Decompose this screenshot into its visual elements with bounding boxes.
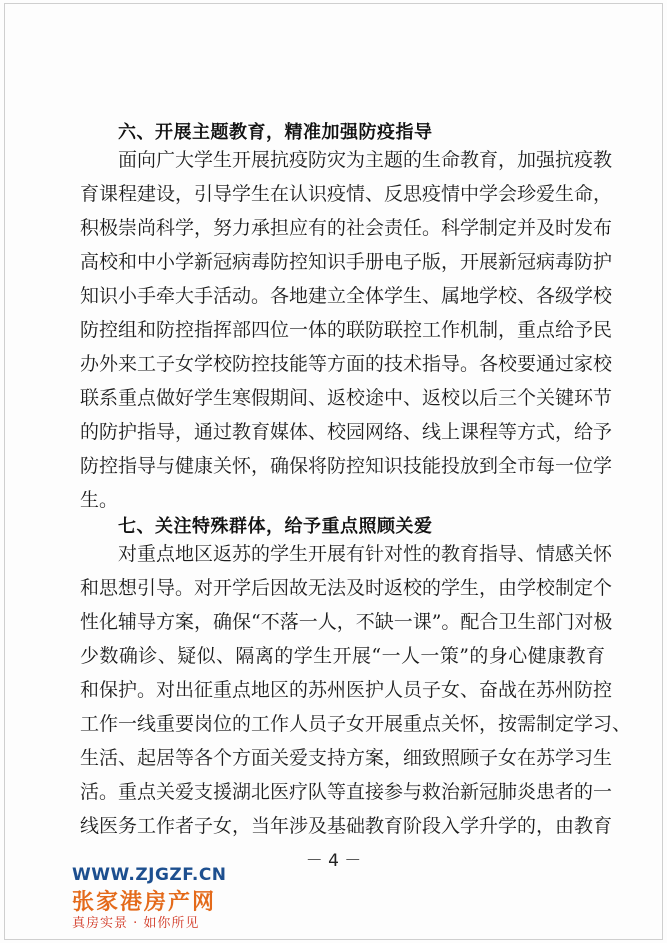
section-6-line: 高校和中小学新冠病毒防控知识手册电子版，开展新冠病毒防护: [80, 251, 613, 273]
section-6-line: 防控组和防控指挥部四位一体的联防联控工作机制，重点给予民: [80, 319, 613, 341]
section-6-line: 育课程建设，引导学生在认识疫情、反思疫情中学会珍爱生命，: [80, 183, 613, 205]
watermark-url: WWW.ZJGZF.CN: [72, 865, 227, 885]
watermark-logo: 张家港房产网: [72, 890, 217, 915]
section-6-line: 积极崇尚科学，努力承担应有的社会责任。科学制定并及时发布: [80, 217, 613, 239]
section-6-line: 生。: [80, 489, 119, 511]
section-6-line: 防控指导与健康关怀，确保将防控知识技能投放到全市每一位学: [80, 455, 613, 477]
section-6-line: 联系重点做好学生寒假期间、返校途中、返校以后三个关键环节: [80, 387, 613, 409]
section-7-line: 生活、起居等各个方面关爱支持方案，细致照顾子女在苏学习生: [80, 747, 613, 769]
section-7-line: 工作一线重要岗位的工作人员子女开展重点关怀，按需制定学习、: [80, 713, 632, 735]
section-6-heading: 六、开展主题教育，精准加强防疫指导: [118, 122, 433, 143]
page-number: － 4 －: [305, 851, 362, 871]
section-7-line: 活。重点关爱支援湖北医疗队等直接参与救治新冠肺炎患者的一: [80, 781, 613, 803]
watermark-slogan: 真房实景 · 如你所见: [72, 916, 200, 931]
section-7-heading: 七、关注特殊群体，给予重点照顾关爱: [118, 516, 433, 537]
section-6-line: 办外来工子女学校防控技能等方面的技术指导。各校要通过家校: [80, 353, 613, 375]
section-6-line: 知识小手牵大手活动。各地建立全体学生、属地学校、各级学校: [80, 285, 613, 307]
section-6-line: 的防护指导，通过教育媒体、校园网络、线上课程等方式，给予: [80, 421, 613, 443]
section-7-line: 少数确诊、疑似、隔离的学生开展“一人一策”的身心健康教育: [80, 645, 605, 667]
section-7-line: 性化辅导方案，确保“不落一人，不缺一课”。配合卫生部门对极: [80, 611, 613, 633]
section-7-line: 线医务工作者子女，当年涉及基础教育阶段入学升学的，由教育: [80, 815, 613, 837]
section-6-line: 面向广大学生开展抗疫防灾为主题的生命教育，加强抗疫教: [118, 149, 613, 171]
section-7-line: 和思想引导。对开学后因故无法及时返校的学生，由学校制定个: [80, 577, 613, 599]
section-7-line: 对重点地区返苏的学生开展有针对性的教育指导、情感关怀: [118, 543, 613, 565]
section-7-line: 和保护。对出征重点地区的苏州医护人员子女、奋战在苏州防控: [80, 679, 613, 701]
